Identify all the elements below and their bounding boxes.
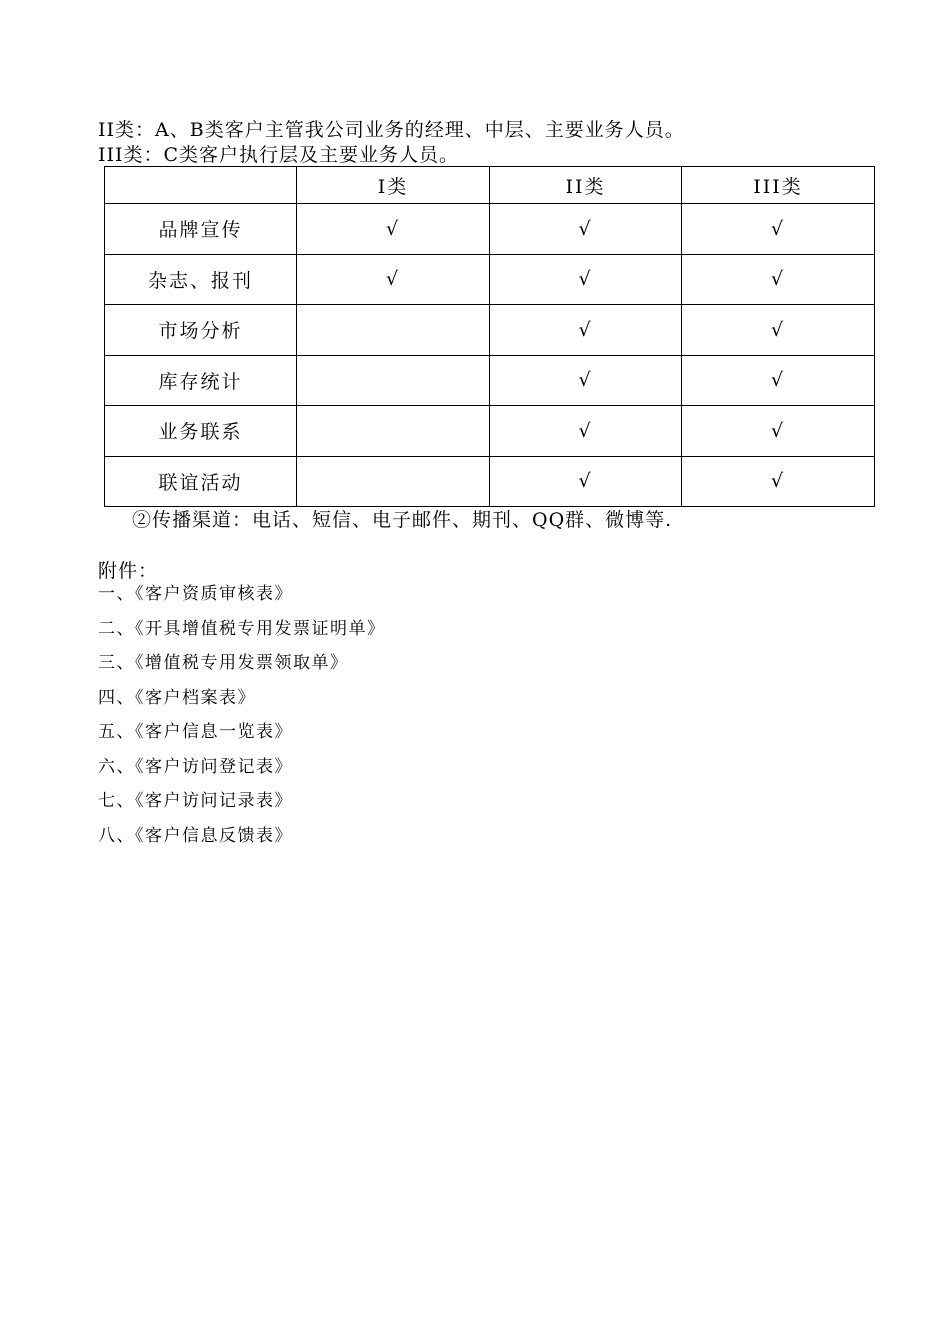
table-row: [105, 406, 875, 457]
check-cell: √: [490, 254, 682, 305]
check-cell: √: [682, 406, 875, 457]
check-cell: √: [297, 204, 490, 255]
check-cell: [297, 456, 490, 507]
attachment-item: 八、《客户信息反馈表》: [98, 826, 293, 846]
check-cell: √: [682, 355, 875, 406]
table-row: [105, 204, 875, 255]
check-cell: √: [490, 406, 682, 457]
table-header-cell: I类: [297, 167, 490, 204]
check-cell: √: [490, 305, 682, 356]
check-cell: √: [682, 254, 875, 305]
row-label: 品牌宣传: [105, 204, 297, 255]
table-row: [105, 305, 875, 356]
attachment-item: 四、《客户档案表》: [98, 688, 256, 708]
check-cell: √: [490, 355, 682, 406]
table-header-cell: II类: [490, 167, 682, 204]
row-label: 库存统计: [105, 355, 297, 406]
attachment-item: 六、《客户访问登记表》: [98, 757, 293, 777]
check-cell: [297, 355, 490, 406]
check-cell: √: [682, 456, 875, 507]
table-row: [105, 355, 875, 406]
row-label: 业务联系: [105, 406, 297, 457]
table-header-cell: [105, 167, 297, 204]
attachment-item: 五、《客户信息一览表》: [98, 722, 293, 742]
attachment-item: 七、《客户访问记录表》: [98, 791, 293, 811]
channels-line: ②传播渠道：电话、短信、电子邮件、期刊、QQ群、微博等.: [132, 509, 673, 531]
row-label: 市场分析: [105, 305, 297, 356]
table-row: [105, 254, 875, 305]
attachment-item: 一、《客户资质审核表》: [98, 584, 293, 604]
attachments-title: 附件：: [98, 560, 159, 582]
check-cell: √: [490, 456, 682, 507]
check-cell: [297, 406, 490, 457]
table-header-row: [105, 167, 875, 204]
table-header-cell: III类: [682, 167, 875, 204]
check-cell: √: [297, 254, 490, 305]
intro-line-class-ii: II类：A、B类客户主管我公司业务的经理、中层、主要业务人员。: [98, 119, 685, 141]
check-cell: √: [490, 204, 682, 255]
table-row: [105, 456, 875, 507]
attachment-item: 三、《增值税专用发票领取单》: [98, 653, 349, 673]
row-label: 联谊活动: [105, 456, 297, 507]
row-label: 杂志、报刊: [105, 254, 297, 305]
intro-line-class-iii: III类：C类客户执行层及主要业务人员。: [98, 144, 460, 166]
check-cell: √: [682, 204, 875, 255]
distribution-table: [104, 166, 875, 507]
check-cell: [297, 305, 490, 356]
attachment-item: 二、《开具增值税专用发票证明单》: [98, 619, 386, 639]
check-cell: √: [682, 305, 875, 356]
